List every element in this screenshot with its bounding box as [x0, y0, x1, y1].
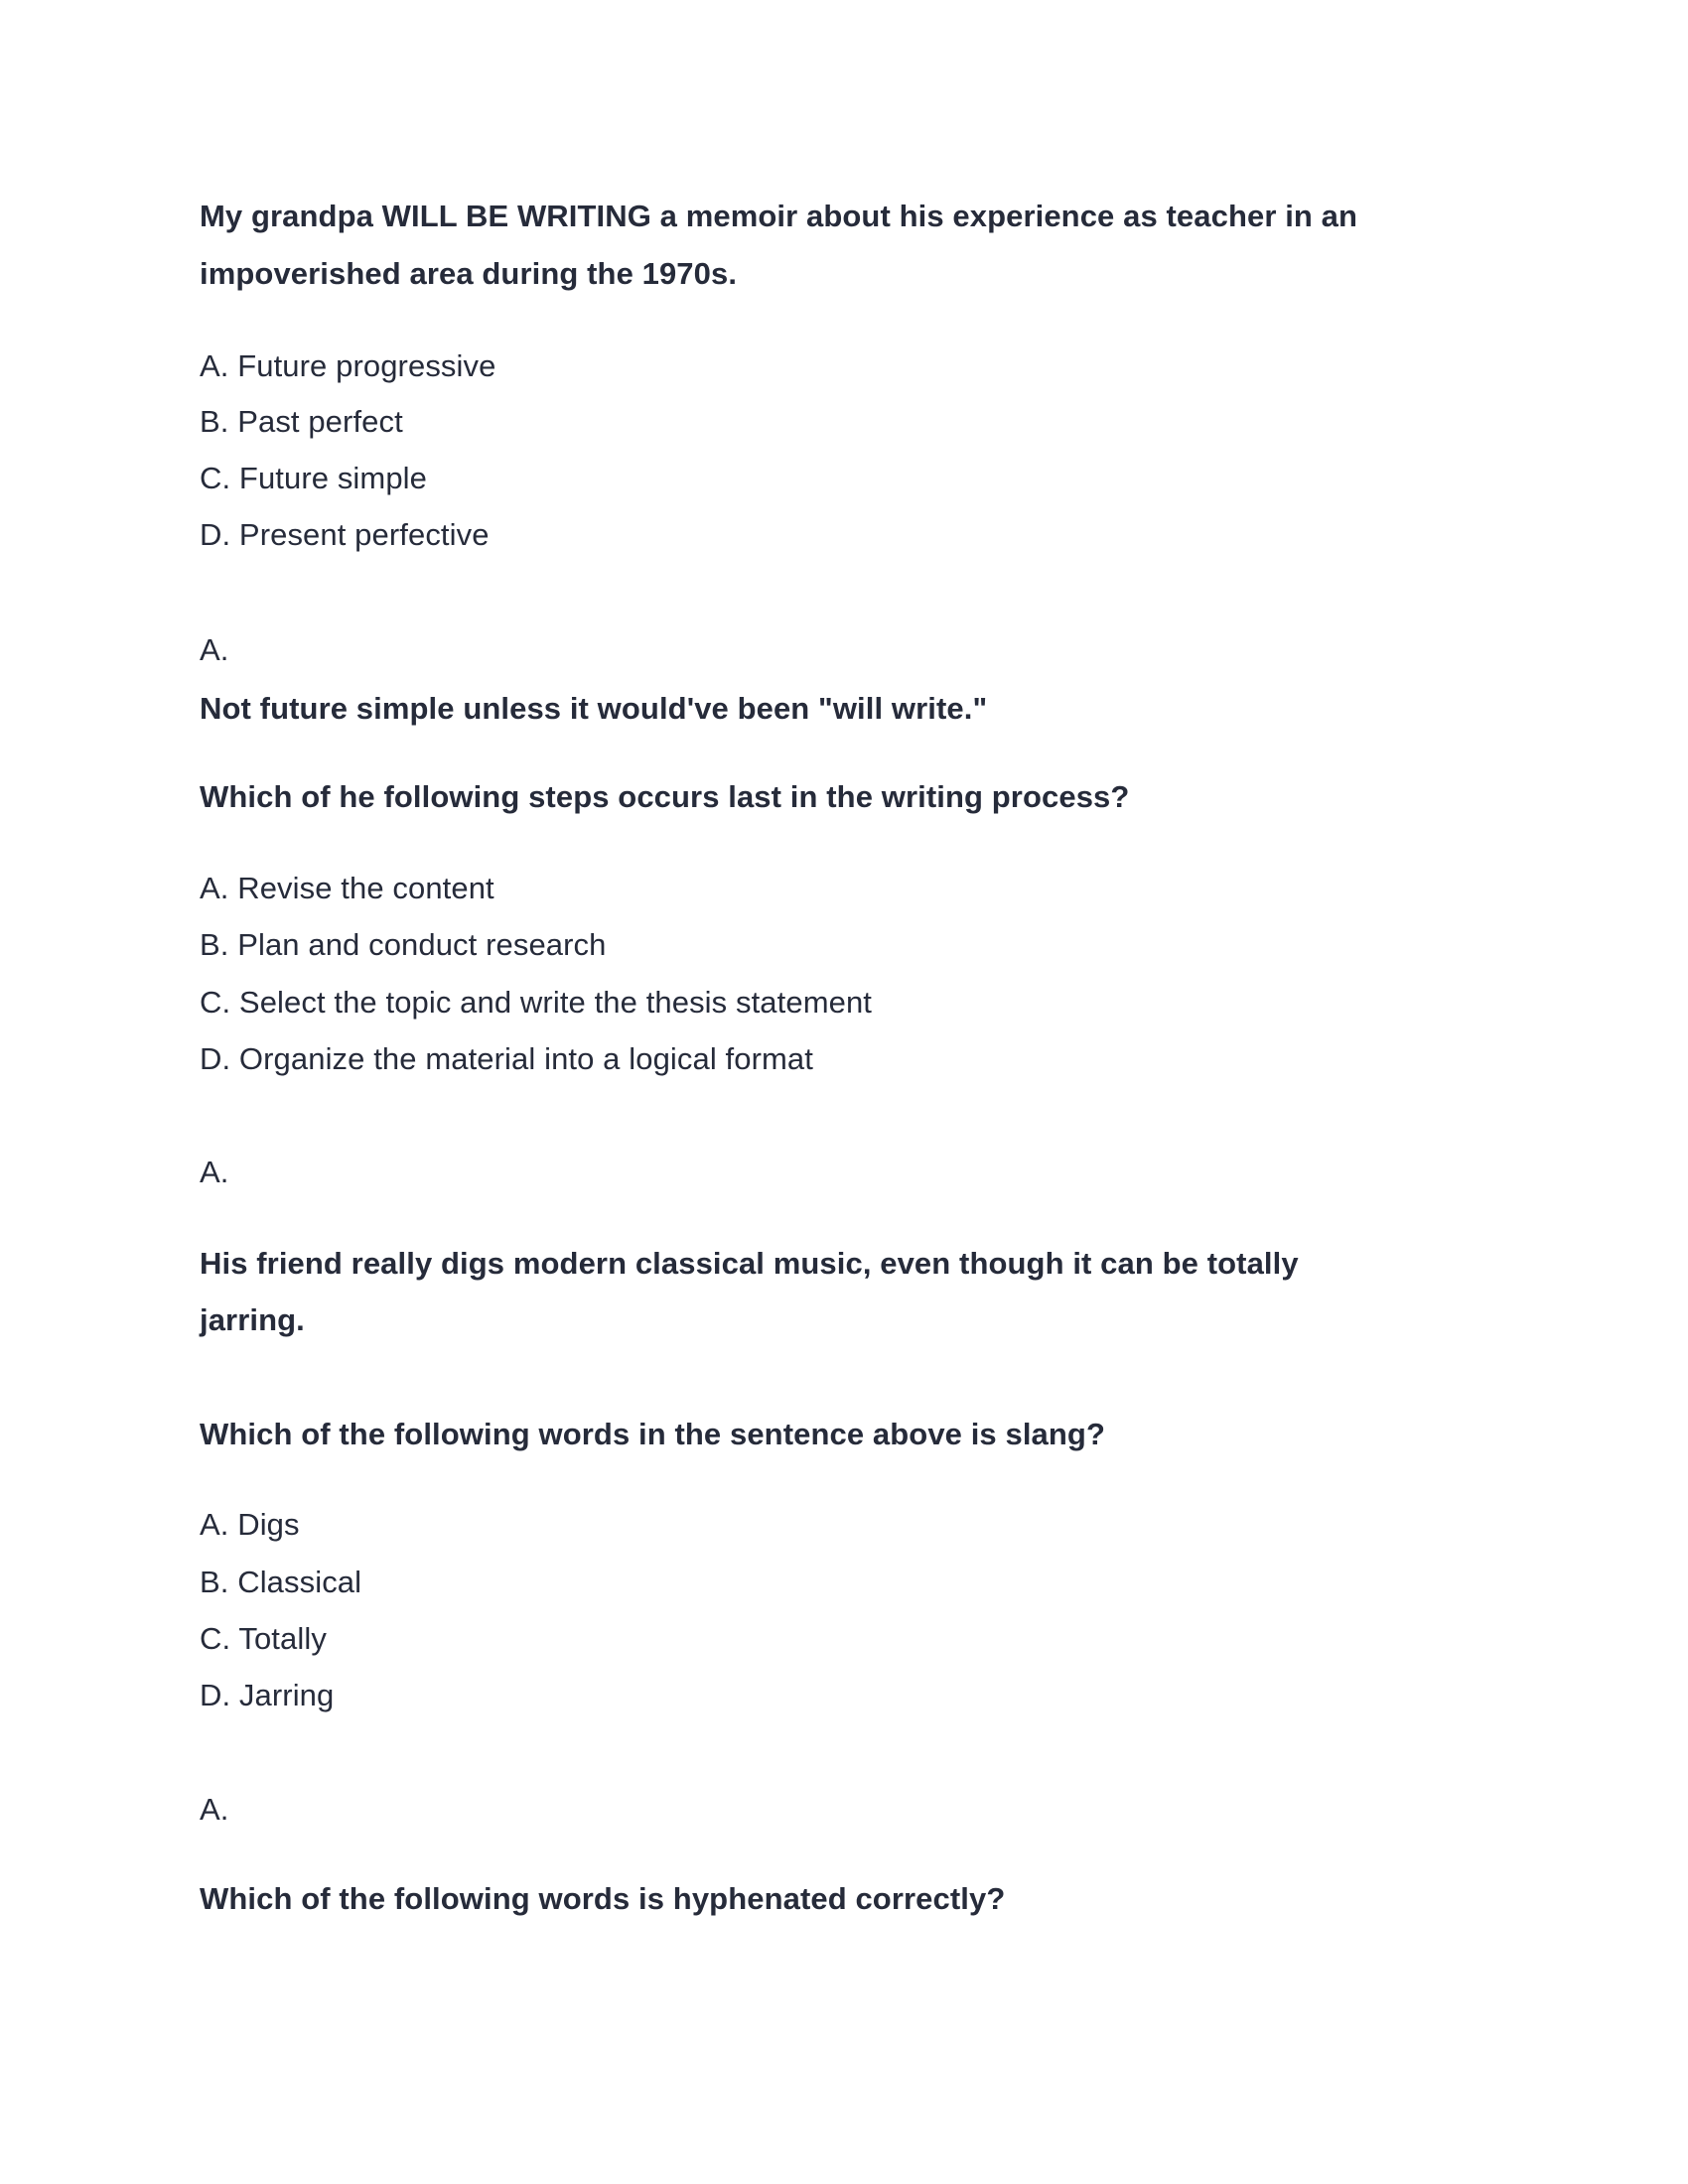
question-3-option-c: C. Totally: [200, 1621, 327, 1656]
question-1-prompt-line-1: My grandpa WILL BE WRITING a memoir about his experience as teacher in an: [200, 199, 1358, 233]
question-2-answer: A.: [200, 1155, 229, 1189]
question-2-option-c: C. Select the topic and write the thesis statement: [200, 985, 873, 1020]
question-3-prompt: Which of the following words in the sentence above is slang?: [200, 1417, 1105, 1451]
question-3-option-d: D. Jarring: [200, 1678, 335, 1712]
question-4-prompt: Which of the following words is hyphenated correctly?: [200, 1881, 1006, 1916]
question-1-prompt-line-2: impoverished area during the 1970s.: [200, 256, 738, 291]
question-1-option-d: D. Present perfective: [200, 517, 490, 552]
question-2-prompt: Which of he following steps occurs last in the writing process?: [200, 779, 1130, 814]
question-1-explanation: Not future simple unless it would've been "will write.": [200, 691, 988, 726]
question-2-option-d: D. Organize the material into a logical format: [200, 1041, 813, 1076]
question-3-option-b: B. Classical: [200, 1565, 362, 1599]
question-1-answer: A.: [200, 632, 229, 667]
question-2-option-b: B. Plan and conduct research: [200, 927, 607, 962]
question-2-option-a: A. Revise the content: [200, 871, 494, 905]
question-1-option-a: A. Future progressive: [200, 348, 496, 383]
question-3-passage-line-1: His friend really digs modern classical music, even though it can be totally: [200, 1246, 1299, 1281]
question-1-option-c: C. Future simple: [200, 461, 427, 495]
question-3-answer: A.: [200, 1792, 229, 1827]
question-1-option-b: B. Past perfect: [200, 404, 403, 439]
question-3-passage-line-2: jarring.: [200, 1302, 305, 1337]
question-3-option-a: A. Digs: [200, 1507, 300, 1542]
